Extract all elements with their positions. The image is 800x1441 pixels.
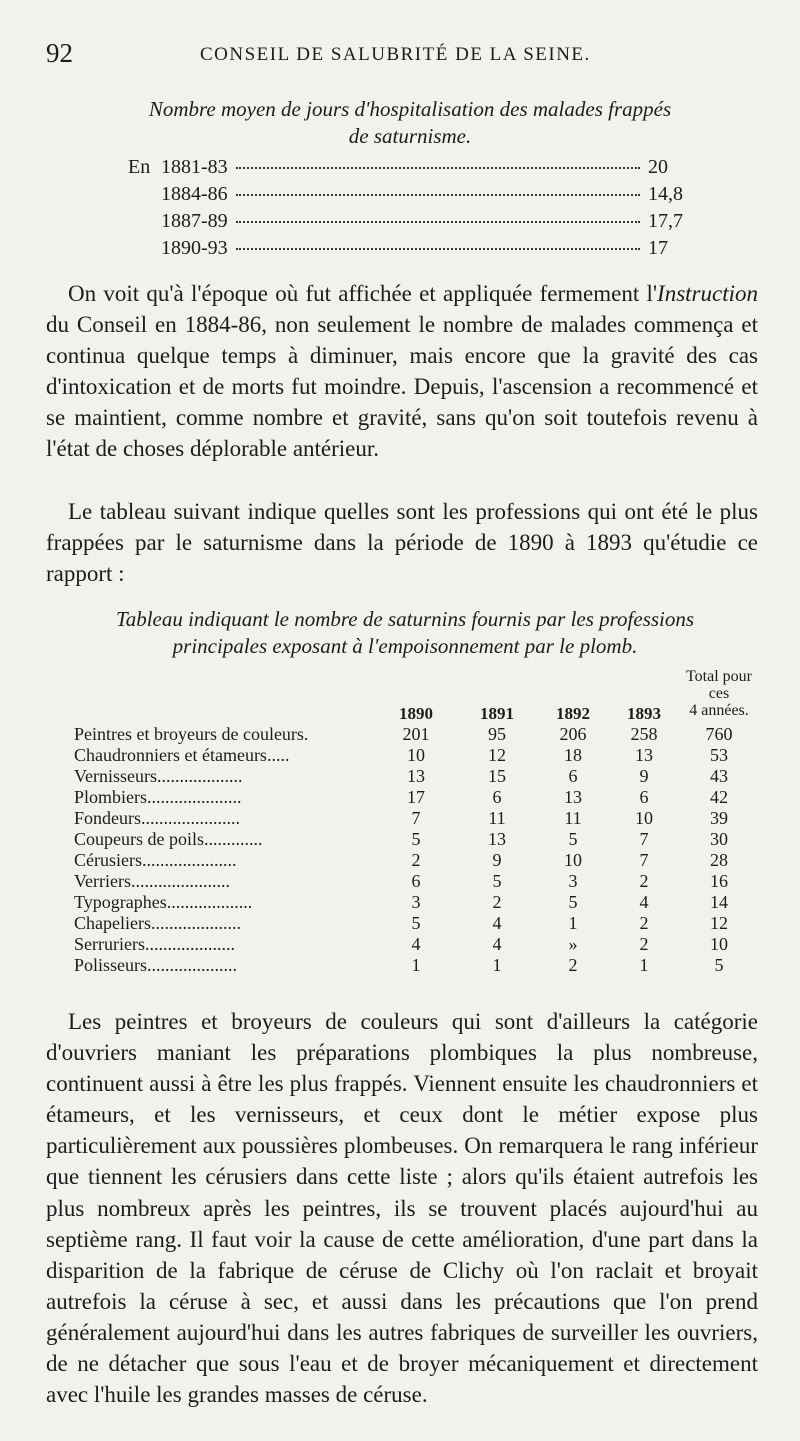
total-cell: 28 bbox=[710, 850, 728, 870]
list-item bbox=[128, 210, 688, 237]
year-cell: 6 bbox=[411, 871, 421, 891]
list-period: 1881-83 bbox=[161, 156, 228, 178]
total-cell: 53 bbox=[710, 745, 728, 765]
year-cell: 4 bbox=[639, 892, 649, 912]
list-item bbox=[128, 237, 688, 264]
instruction-term: Instruction bbox=[657, 281, 758, 306]
header-line: 4 années. bbox=[689, 702, 749, 719]
caption-line: de saturnisme. bbox=[348, 124, 472, 148]
total-cell: 30 bbox=[710, 829, 728, 849]
total-cell: 10 bbox=[710, 934, 728, 954]
table-row bbox=[74, 808, 764, 829]
profession-name: Typographes................... bbox=[74, 892, 253, 912]
year-cell: 10 bbox=[635, 808, 653, 828]
list-item bbox=[128, 156, 688, 183]
list-value: 14,8 bbox=[648, 183, 683, 205]
year-cell: 15 bbox=[488, 766, 506, 786]
dot-leader bbox=[236, 167, 640, 169]
paragraph-text: On voit qu'à l'époque où fut affichée et appliquée fermement l' bbox=[68, 281, 658, 306]
table-row bbox=[74, 892, 764, 913]
list-period: 1887-89 bbox=[161, 210, 228, 232]
year-cell: 7 bbox=[411, 808, 421, 828]
year-cell: 1 bbox=[411, 955, 421, 975]
list-value: 17,7 bbox=[648, 210, 683, 232]
page-number: 92 bbox=[46, 38, 73, 68]
year-cell: 10 bbox=[407, 745, 425, 765]
year-cell: 7 bbox=[639, 850, 649, 870]
table-row bbox=[74, 913, 764, 934]
header-line: ces bbox=[708, 685, 730, 702]
year-cell: 206 bbox=[559, 724, 587, 744]
year-cell: 11 bbox=[564, 808, 582, 828]
year-cell: 5 bbox=[492, 871, 502, 891]
total-cell: 39 bbox=[710, 808, 728, 828]
year-cell: 11 bbox=[488, 808, 506, 828]
list-period: 1890-93 bbox=[161, 237, 228, 259]
table-row bbox=[74, 766, 764, 787]
profession-name: Plombiers..................... bbox=[74, 787, 242, 807]
year-cell: 13 bbox=[564, 787, 582, 807]
profession-name: Chapeliers.................... bbox=[74, 913, 241, 933]
hospitalisation-list bbox=[128, 156, 688, 264]
table-row bbox=[74, 955, 764, 976]
year-cell: 10 bbox=[564, 850, 582, 870]
profession-name: Verriers...................... bbox=[74, 871, 230, 891]
caption-line: Tableau indiquant le nombre de saturnins fournis par les professions bbox=[115, 607, 695, 631]
year-header: 1893 bbox=[627, 704, 661, 723]
total-cell: 760 bbox=[705, 724, 733, 744]
total-cell: 42 bbox=[710, 787, 728, 807]
paragraph-epoque bbox=[46, 278, 758, 464]
year-cell: 5 bbox=[411, 913, 421, 933]
year-cell: 6 bbox=[639, 787, 649, 807]
year-cell: 4 bbox=[492, 934, 502, 954]
year-header: 1892 bbox=[556, 704, 590, 723]
profession-name: Serruriers.................... bbox=[74, 934, 235, 954]
year-cell: 1 bbox=[639, 955, 649, 975]
year-cell: 2 bbox=[639, 871, 649, 891]
year-cell: 201 bbox=[402, 724, 430, 744]
table-row bbox=[74, 850, 764, 871]
table-caption bbox=[40, 606, 770, 660]
dot-leader bbox=[236, 248, 640, 250]
year-cell: 12 bbox=[488, 745, 506, 765]
year-cell: 4 bbox=[492, 913, 502, 933]
table-row bbox=[74, 934, 764, 955]
total-cell: 5 bbox=[714, 955, 724, 975]
year-cell: 13 bbox=[488, 829, 506, 849]
year-cell: 3 bbox=[411, 892, 421, 912]
paragraph-peintres: Les peintres et broyeurs de couleurs qui sont d'ailleurs la catégorie d'ouvriers maniant les préparations plombiques la plus nombreuse, continuent aussi à être les plus frappés. Viennent ensuite les chaudronniers et étameurs, et les vernisseurs, et ceux dont le métier expose plus particulièrement aux poussières plombeuses. On remarquera le rang inférieur que tiennent les cérusiers dans cette liste ; alors qu'ils étaient autrefois les plus nombreux après les peintres, ils se trouvent placés aujourd'hui au septième rang. Il faut voir la cause de cette amélioration, d'une part dans la disparition de la fabrique de céruse de Clichy où l'on raclait et broyait autrefois la céruse à sec, et aussi dans les précautions que l'on prend généralement aujourd'hui dans les autres fabriques de surveiller les ouvriers, de ne détacher que sous l'eau et de broyer mécaniquement et directement avec l'huile les grandes masses de céruse. bbox=[46, 1009, 758, 1408]
professions-table bbox=[74, 668, 764, 976]
table-row bbox=[74, 745, 764, 766]
year-cell: 1 bbox=[568, 913, 578, 933]
year-cell: 2 bbox=[492, 892, 502, 912]
caption-line: Nombre moyen de jours d'hospitalisation des malades frappés bbox=[148, 97, 672, 121]
list-value: 17 bbox=[648, 237, 668, 259]
list-item bbox=[128, 183, 688, 210]
year-cell: 7 bbox=[639, 829, 649, 849]
year-cell: 9 bbox=[639, 766, 649, 786]
year-cell: 17 bbox=[407, 787, 425, 807]
total-cell: 12 bbox=[710, 913, 728, 933]
table-body bbox=[74, 724, 764, 976]
table-header bbox=[74, 668, 764, 724]
dot-leader bbox=[236, 194, 640, 196]
total-cell: 16 bbox=[710, 871, 728, 891]
year-cell: 5 bbox=[411, 829, 421, 849]
profession-name: Coupeurs de poils............. bbox=[74, 829, 263, 849]
profession-name: Fondeurs...................... bbox=[74, 808, 240, 828]
year-cell: 9 bbox=[492, 850, 502, 870]
running-title: CONSEIL DE SALUBRITÉ DE LA SEINE. bbox=[200, 44, 591, 65]
year-cell: 5 bbox=[568, 892, 578, 912]
year-cell: 2 bbox=[639, 934, 649, 954]
total-cell: 43 bbox=[710, 766, 728, 786]
year-cell: 3 bbox=[568, 871, 578, 891]
year-cell: 6 bbox=[568, 766, 578, 786]
table-row bbox=[74, 787, 764, 808]
profession-name: Cérusiers..................... bbox=[74, 850, 237, 870]
table-row bbox=[74, 829, 764, 850]
paragraph-text: du Conseil en 1884-86, non seulement le nombre de malades commença et continua quelque temps à diminuer, mais encore que la gravité des cas d'intoxication et de morts fut moindre. Depuis, l'ascension a recommencé et se maintient, comme nombre et gravité, sans qu'on soit toutefois revenu à l'état de choses déplorable antérieur. bbox=[46, 312, 758, 461]
year-cell: 2 bbox=[639, 913, 649, 933]
year-cell: 4 bbox=[411, 934, 421, 954]
list-value: 20 bbox=[648, 156, 668, 178]
profession-name: Polisseurs.................... bbox=[74, 955, 238, 975]
year-cell: 95 bbox=[488, 724, 506, 744]
caption-line: principales exposant à l'empoisonnement par le plomb. bbox=[172, 634, 638, 658]
year-cell: 2 bbox=[568, 955, 578, 975]
table-row bbox=[74, 724, 764, 745]
year-cell: » bbox=[568, 934, 578, 954]
year-cell: 13 bbox=[635, 745, 653, 765]
year-cell: 1 bbox=[492, 955, 502, 975]
total-column-header bbox=[672, 668, 766, 719]
year-header: 1890 bbox=[399, 704, 433, 723]
year-cell: 5 bbox=[568, 829, 578, 849]
total-cell: 14 bbox=[710, 892, 728, 912]
year-cell: 2 bbox=[411, 850, 421, 870]
year-cell: 6 bbox=[492, 787, 502, 807]
profession-name: Peintres et broyeurs de couleurs. bbox=[74, 724, 309, 744]
table-row bbox=[74, 871, 764, 892]
list-period: 1884-86 bbox=[161, 183, 228, 205]
year-cell: 13 bbox=[407, 766, 425, 786]
hospitalisation-caption bbox=[70, 96, 750, 150]
year-header: 1891 bbox=[480, 704, 514, 723]
running-head bbox=[0, 36, 800, 76]
year-cell: 18 bbox=[564, 745, 582, 765]
profession-name: Vernisseurs................... bbox=[74, 766, 243, 786]
paragraph-tableau-intro: Le tableau suivant indique quelles sont les professions qui ont été le plus frappées par le saturnisme dans la période de 1890 à 1893 qu'étudie ce rapport : bbox=[46, 499, 758, 586]
year-cell: 258 bbox=[630, 724, 658, 744]
profession-name: Chaudronniers et étameurs..... bbox=[74, 745, 290, 765]
list-prefix: En bbox=[128, 156, 151, 178]
header-line: Total pour bbox=[686, 668, 752, 685]
dot-leader bbox=[236, 221, 640, 223]
